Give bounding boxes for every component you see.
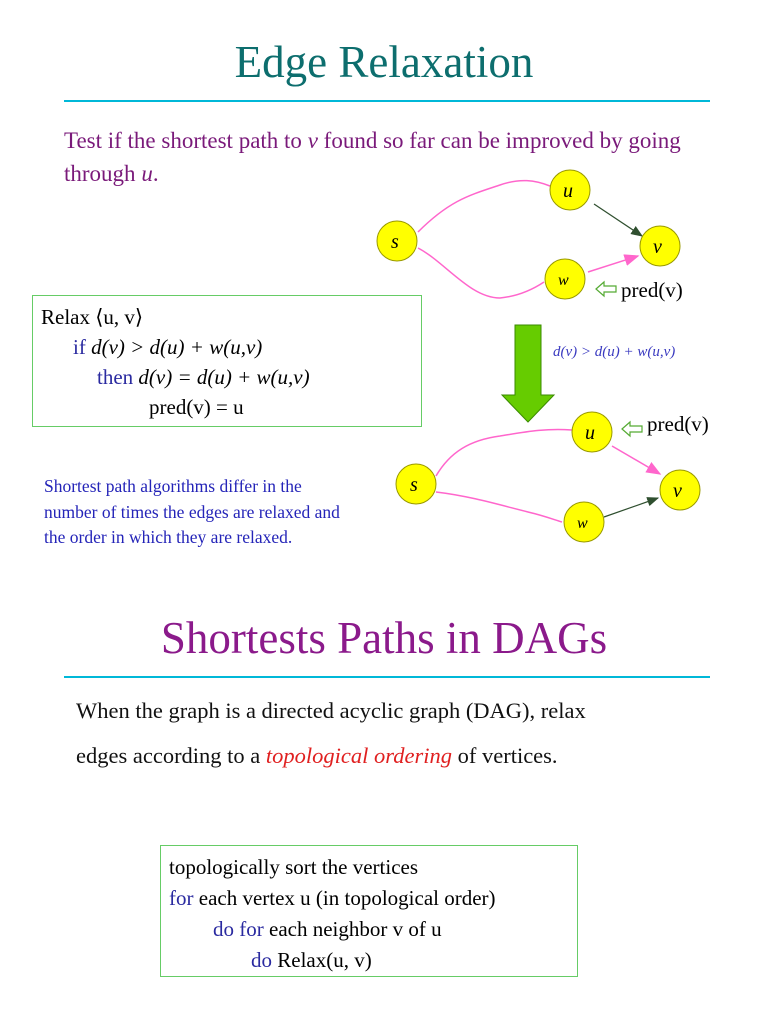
topological-ordering-highlight: topological ordering <box>265 743 452 768</box>
relax-update: d(v) = d(u) + w(u,v) <box>138 365 310 389</box>
algorithms-note: Shortest path algorithms differ in the number of times the edges are relaxed and the order in which they are relaxed. <box>44 476 340 547</box>
path-s-to-u <box>418 181 550 232</box>
pred-label-bottom: pred(v) <box>647 412 709 436</box>
node-s-bottom-label: s <box>410 474 418 496</box>
dag-algorithm-box <box>160 845 578 977</box>
edge-u2-v2 <box>612 446 660 474</box>
keyword-then: then <box>97 365 139 389</box>
edge-w-v <box>588 256 638 272</box>
graph-after-relaxation <box>396 412 709 542</box>
edge-w2-v2 <box>604 498 658 517</box>
path-s2-to-w2 <box>436 492 562 522</box>
relax-condition: d(v) > d(u) + w(u,v) <box>91 335 263 359</box>
algo-line-2-rest: each vertex u (in topological order) <box>193 886 496 910</box>
graph-before-relaxation <box>377 170 683 302</box>
node-w-top-label: w <box>558 272 569 289</box>
section2-divider <box>64 676 710 678</box>
keyword-if: if <box>73 335 92 359</box>
dag-text-prefix: edges according to a <box>76 743 266 768</box>
dag-text-line-2 <box>76 743 716 769</box>
pred-arrow-top-icon <box>596 282 616 296</box>
node-u-top-label: u <box>563 180 573 202</box>
keyword-do: do <box>251 948 272 972</box>
algo-line-4-rest: Relax(u, v) <box>272 948 372 972</box>
node-s-top-label: s <box>391 231 399 253</box>
node-v-top-label: v <box>653 236 662 258</box>
dag-text-suffix: of vertices. <box>451 743 558 768</box>
transition-arrow-icon <box>502 325 554 422</box>
pred-arrow-bottom-icon <box>622 422 642 436</box>
algo-line-2 <box>169 883 496 914</box>
edge-u-v <box>594 204 642 236</box>
dag-text-line-1: When the graph is a directed acyclic graph (DAG), relax <box>76 698 586 723</box>
intro-middle: found so far can be improved by going through <box>64 128 681 186</box>
relax-line-4: pred(v) = u <box>149 395 244 419</box>
keyword-for: for <box>169 886 194 910</box>
algo-line-1: topologically sort the vertices <box>169 855 419 879</box>
algo-line-3-rest: each neighbor v of u <box>263 917 442 941</box>
path-s2-to-u2 <box>436 429 572 476</box>
intro-prefix: Test if the shortest path to <box>64 128 308 153</box>
algo-line-3 <box>213 914 442 945</box>
page-title-edge-relaxation: Edge Relaxation <box>234 37 534 87</box>
intro-var-v: v <box>307 128 318 153</box>
node-v-bottom-label: v <box>673 480 682 502</box>
page-title-shortest-paths-dags: Shortests Paths in DAGs <box>160 613 608 663</box>
intro-suffix: . <box>152 161 159 186</box>
node-u-bottom-label: u <box>585 422 595 444</box>
algo-line-4 <box>251 945 372 976</box>
pred-label-top: pred(v) <box>621 278 683 302</box>
relax-condition-formula: d(v) > d(u) + w(u,v) <box>553 344 676 360</box>
relax-line-1: Relax ⟨u, v⟩ <box>41 305 144 329</box>
keyword-do-for: do for <box>213 917 264 941</box>
intro-var-u: u <box>141 161 153 186</box>
node-w-bottom-label: w <box>577 515 588 532</box>
path-s-to-w <box>418 248 544 298</box>
